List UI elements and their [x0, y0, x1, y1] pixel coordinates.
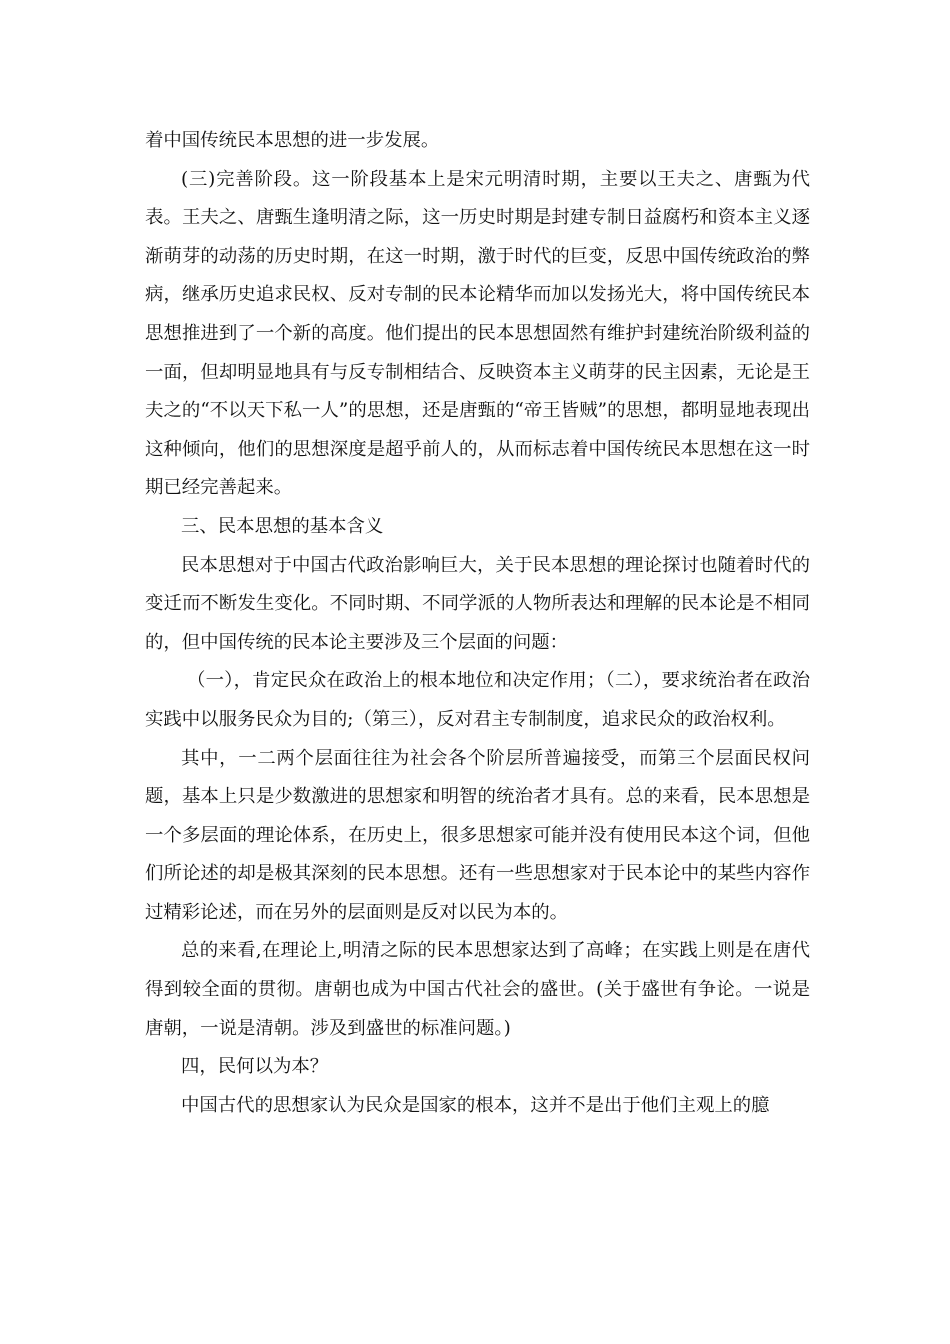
- document-body: [145, 122, 810, 1125]
- paragraph-among-them: 其中，一二两个层面往往为社会各个阶层所普遍接受，而第三个层面民权问题，基本上只是少数激进的思想家和明智的统治者才具有。总的来看，民本思想是一个多层面的理论体系，在历史上，很多思想家可能并没有使用民本这个词，但他们所论述的却是极其深刻的民本思想。还有一些思想家对于民本论中的某些内容作过精彩论述，而在另外的层面则是反对以民为本的。: [145, 747, 810, 923]
- paragraph-basic-meaning: 民本思想对于中国古代政治影响巨大，关于民本思想的理论探讨也随着时代的变迁而不断发生变化。不同时期、不同学派的人物所表达和理解的民本论是不相同的，但中国传统的民本论主要涉及三个层面的问题：: [145, 554, 810, 653]
- paragraph-why-people-root: 中国古代的思想家认为民众是国家的根本，这并不是出于他们主观上的臆: [181, 1094, 770, 1116]
- section-heading-four: 四，民何以为本？: [181, 1056, 329, 1078]
- paragraph-summary: 总的来看,在理论上,明清之际的民本思想家达到了高峰；在实践上则是在唐代得到较全面的贯彻。唐朝也成为中国古代社会的盛世。(关于盛世有争论。一说是唐朝，一说是清朝。涉及到盛世的标准问题。): [145, 940, 810, 1039]
- section-heading-three: 三、民本思想的基本含义: [181, 515, 384, 537]
- paragraph-three-levels: （一），肯定民众在政治上的根本地位和决定作用；（二），要求统治者在政治实践中以服务民众为目的;（第三），反对君主专制制度，追求民众的政治权利。: [145, 670, 810, 730]
- paragraph-continuation: 着中国传统民本思想的进一步发展。: [145, 130, 440, 151]
- paragraph-stage-three: (三)完善阶段。这一阶段基本上是宋元明清时期，主要以王夫之、唐甄为代表。王夫之、唐甄生逢明清之际，这一历史时期是封建专制日益腐朽和资本主义逐渐萌芽的动荡的历史时期，在这一时期，激于时代的巨变，反思中国传统政治的弊病，继承历史追求民权、反对专制的民本论精华而加以发扬光大，将中国传统民本思想推进到了一个新的高度。他们提出的民本思想固然有维护封建统治阶级利益的一面，但却明显地具有与反专制相结合、反映资本主义萌芽的民主因素，无论是王夫之的“不以天下私一人”的思想，还是唐甄的“帝王皆贼”的思想，都明显地表现出这种倾向，他们的思想深度是超乎前人的，从而标志着中国传统民本思想在这一时期已经完善起来。: [145, 168, 810, 499]
